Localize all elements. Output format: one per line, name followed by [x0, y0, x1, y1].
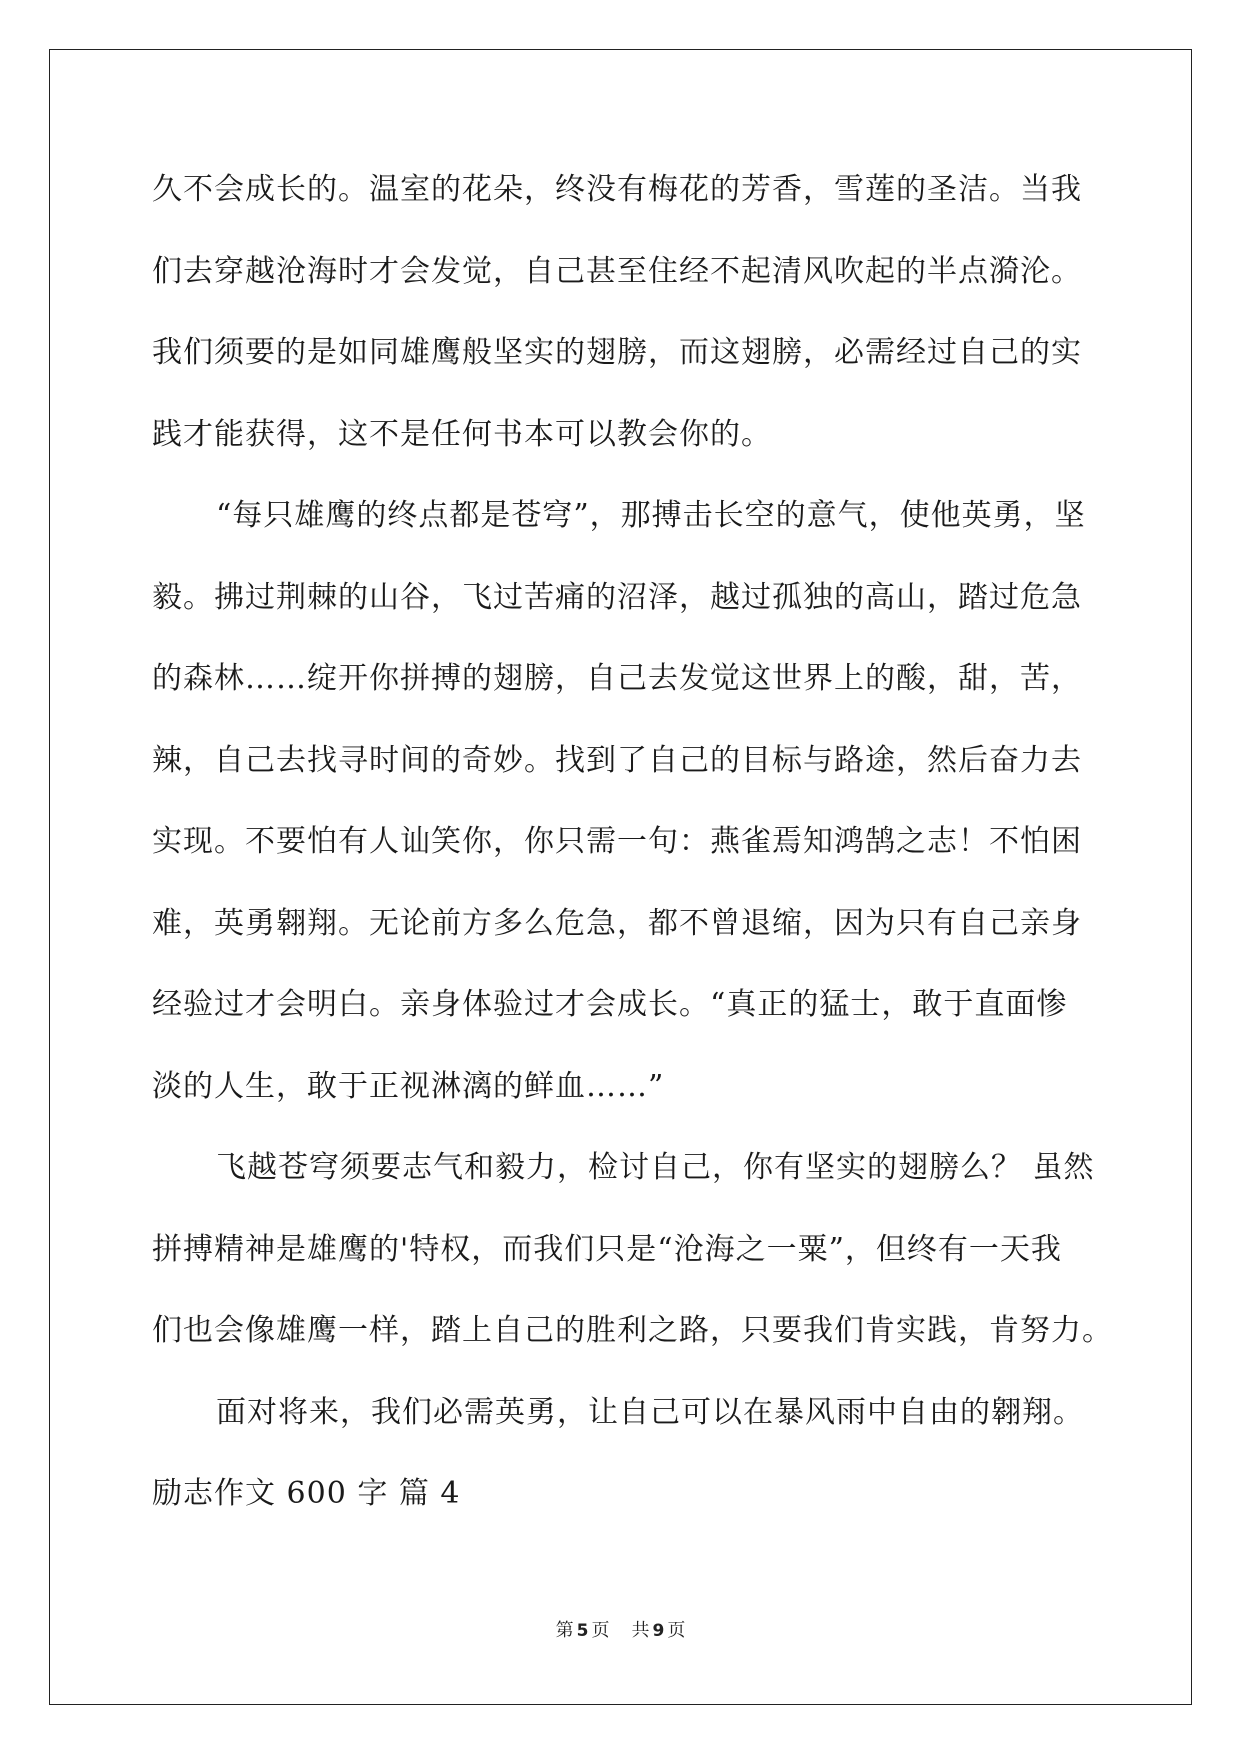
text-line: 践才能获得，这不是任何书本可以教会你的。 [152, 416, 772, 452]
footer-page-suffix: 页 [591, 1620, 610, 1641]
text-line: 面对将来，我们必需英勇，让自己可以在暴风雨中自由的翱翔。 [216, 1394, 1084, 1430]
text-line: 的森林……绽开你拼搏的翅膀，自己去发觉这世界上的酸，甜，苦， [152, 661, 1082, 696]
footer-prefix: 第 [555, 1620, 574, 1641]
text-line: 们去穿越沧海时才会发觉，自己甚至住经不起清风吹起的半点漪沦。 [152, 253, 1082, 289]
text-line: 久不会成长的。温室的花朵，终没有梅花的芳香，雪莲的圣洁。当我 [152, 172, 1082, 207]
document-body [152, 160, 1113, 1546]
text-line: 实现。不要怕有人讪笑你，你只需一句：燕雀焉知鸿鹄之志！不怕困 [152, 824, 1082, 859]
text-line: 难，英勇翱翔。无论前方多么危急，都不曾退缩，因为只有自己亲身 [152, 905, 1082, 941]
text-line: 飞越苍穹须要志气和毅力，检讨自己，你有坚实的翅膀么？ 虽然 [216, 1150, 1095, 1185]
text-line: 毅。拂过荆棘的山谷，飞过苦痛的沼泽，越过孤独的高山，踏过危急 [152, 579, 1082, 615]
text-line: 拼搏精神是雄鹰的'特权，而我们只是“沧海之一粟”，但终有一天我 [152, 1231, 1062, 1267]
text-line: 我们须要的是如同雄鹰般坚实的翅膀，而这翅膀，必需经过自己的实 [152, 335, 1082, 370]
footer-total-prefix: 共 [631, 1620, 650, 1641]
footer-total-suffix: 页 [667, 1620, 686, 1641]
text-line: “每只雄鹰的终点都是苍穹”，那搏击长空的意气，使他英勇，坚 [216, 498, 1086, 533]
section-heading: 励志作文 600 字 篇 4 [152, 1476, 461, 1511]
page-footer [0, 1616, 1241, 1642]
text-line: 经验过才会明白。亲身体验过才会成长。“真正的猛士，敢于直面惨 [152, 987, 1068, 1022]
total-pages-number: 9 [652, 1621, 665, 1641]
text-line: 淡的人生，敢于正视淋漓的鲜血……” [152, 1068, 665, 1104]
current-page-number: 5 [576, 1621, 589, 1641]
text-line: 们也会像雄鹰一样，踏上自己的胜利之路，只要我们肯实践，肯努力。 [152, 1313, 1113, 1348]
text-line: 辣，自己去找寻时间的奇妙。找到了自己的目标与路途，然后奋力去 [152, 742, 1082, 778]
